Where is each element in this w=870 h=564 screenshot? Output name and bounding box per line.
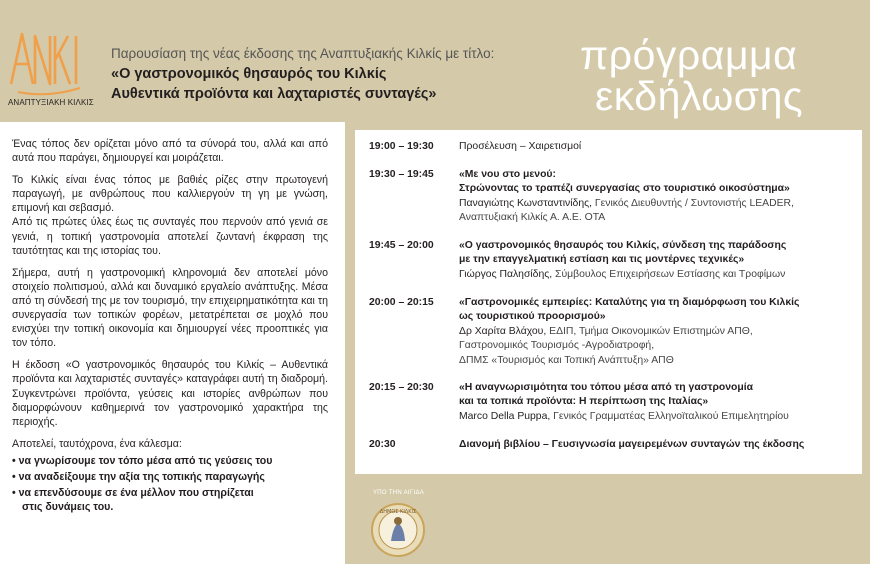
municipality-seal-icon xyxy=(371,503,425,557)
speaker-role: Αναπτυξιακή Κιλκίς Α. Α.Ε. ΟΤΑ xyxy=(459,212,606,224)
schedule-title: «Με νου στο μενού: xyxy=(459,169,556,180)
speaker-role: ΔΠΜΣ «Τουρισμός και Τοπική Ανάπτυξη» ΑΠΘ xyxy=(459,354,674,366)
schedule-desc xyxy=(459,168,851,226)
schedule-desc xyxy=(459,381,851,424)
ankil-logo xyxy=(8,26,94,110)
intro-panel xyxy=(0,122,345,564)
call-item-line: • να επενδύσουμε σε ένα μέλλον που στηρίζεται xyxy=(12,487,254,500)
schedule-time: 20:00 – 20:15 xyxy=(369,297,434,308)
schedule-title: και τα τοπικά προϊόντα: Η περίπτωση της Ιταλίας» xyxy=(459,396,709,408)
schedule-speaker-line xyxy=(459,268,851,282)
schedule-title: «Η αναγνωρισιμότητα του τόπου μέσα από τη γαστρονομία xyxy=(459,382,753,393)
event-title-line2: Αυθεντικά προϊόντα και λαχταριστές συνταγές» xyxy=(111,86,437,102)
event-intro: Παρουσίαση της νέας έκδοσης της Αναπτυξιακής Κιλκίς με τίτλο: xyxy=(111,46,495,61)
intro-sentence: Το Κιλκίς είναι ένας τόπος με βαθιές ρίζες στην πρωτογενή παραγωγή, με ανθρώπους που καλλιεργούν τη γη με γνώση, επιμονή και σεβασμό. xyxy=(12,174,328,215)
schedule-desc xyxy=(459,296,851,368)
intro-paragraph: Αποτελεί, ταυτόχρονα, ένα κάλεσμα: xyxy=(12,437,182,450)
speaker-role: Γενικός Γραμματέας Ελληνοϊταλικού Επιμελητηρίου xyxy=(550,410,789,422)
speaker-role: Σύμβουλος Επιχειρήσεων Εστίασης και Τροφίμων xyxy=(552,268,786,280)
schedule-title: «Γαστρονομικές εμπειρίες: Καταλύτης για τη διαμόρφωση του Κιλκίς xyxy=(459,297,800,308)
speaker-role: Γενικός Διευθυντής / Συντονιστής LEADER, xyxy=(592,197,794,209)
schedule-title: ως τουριστικού προορισμού» xyxy=(459,311,606,323)
schedule-title: Προσέλευση – Χαιρετισμοί xyxy=(459,141,582,152)
intro-sentence: Από τις πρώτες ύλες έως τις συνταγές που περνούν από γενιά σε γενιά, η τοπική γαστρονομία αποτελεί ζωντανή έκφραση της ταυτότητας και της ιστορίας του. xyxy=(12,216,328,257)
schedule-panel xyxy=(355,130,862,474)
schedule-time: 19:30 – 19:45 xyxy=(369,169,434,180)
schedule-title: Στρώνοντας το τραπέζι συνεργασίας στο τουριστικό οικοσύστημα» xyxy=(459,183,790,195)
speaker-name: Marco Della Puppa, xyxy=(459,410,551,422)
intro-paragraph: Ένας τόπος δεν ορίζεται μόνο από τα σύνορά του, αλλά και από αυτά που παράγει, δημιουργεί και μοιράζεται. xyxy=(12,138,328,165)
header xyxy=(0,0,870,122)
call-item: • να γνωρίσουμε τον τόπο μέσα από τις γεύσεις του xyxy=(12,454,273,467)
schedule-desc xyxy=(459,140,851,154)
call-item: • να αναδείξουμε την αξία της τοπικής παραγωγής xyxy=(12,470,265,483)
schedule-time: 20:30 xyxy=(369,439,396,450)
logo-text: ΑΝΑΠΤΥΞΙΑΚΗ ΚΙΛΚΙΣ xyxy=(8,98,94,107)
schedule-speaker-line xyxy=(459,410,851,424)
intro-paragraph xyxy=(12,173,328,258)
programme-heading-line1: πρόγραμμα xyxy=(580,32,798,78)
aegis-label: ΥΠΟ ΤΗΝ ΑΙΓΙΔΑ xyxy=(373,490,425,496)
intro-paragraph: Σήμερα, αυτή η γαστρονομική κληρονομιά δεν αποτελεί μόνο στοιχείο πολιτισμού, αλλά και δυναμικό εργαλείο ανάπτυξης. Μέσα από τη σύνδεσή της με τον τουρισμό, την επιχειρηματικότητα και τη συνεργασία των τοπικών φορέων, μετατρέπεται σε μοχλό που ενισχύει την τοπική οικονομία και δημιουργεί νέες προοπτικές για τον τόπο. xyxy=(12,266,328,350)
schedule-time: 19:00 – 19:30 xyxy=(369,141,434,152)
schedule-speaker-line xyxy=(459,197,851,211)
schedule-speaker-line xyxy=(459,325,851,339)
schedule-title: «Ο γαστρονομικός θησαυρός του Κιλκίς, σύνδεση της παράδοσης xyxy=(459,240,787,251)
speaker-role: Γαστρονομικός Τουρισμός -Αγροδιατροφή, xyxy=(459,340,655,352)
ankil-logo-mark-icon xyxy=(8,26,88,96)
schedule-title: με την επαγγελματική εστίαση και τις μοντέρνες τεχνικές» xyxy=(459,254,745,266)
seal-text: ΔΗΜΟΣ ΚΙΛΚΙΣ xyxy=(379,509,417,515)
schedule-time: 20:15 – 20:30 xyxy=(369,382,434,393)
schedule-title: Διανομή βιβλίου – Γευσιγνωσία μαγειρεμένων συνταγών της έκδοσης xyxy=(459,439,805,450)
speaker-name: Παναγιώτης Κωνσταντινίδης, xyxy=(459,197,593,209)
call-list xyxy=(12,454,328,514)
intro-paragraph: Η έκδοση «Ο γαστρονομικός θησαυρός του Κιλκίς – Αυθεντικά προϊόντα και λαχταριστές συνταγές» καταγράφει αυτή τη διαδρομή. Συγκεντρώνει προϊόντα, γεύσεις και ιστορίες ανθρώπων που διαμορφώνουν καθημερινά τον γαστρονομικό χαρακτήρα της περιοχής. xyxy=(12,359,328,428)
speaker-name: Γιώργος Παλησίδης, xyxy=(459,268,553,280)
schedule-desc xyxy=(459,438,851,452)
schedule-desc xyxy=(459,239,851,282)
schedule-time: 19:45 – 20:00 xyxy=(369,240,434,251)
event-title-line1: «Ο γαστρονομικός θησαυρός του Κιλκίς xyxy=(111,66,387,82)
call-item-line: στις δυνάμεις του. xyxy=(22,501,114,514)
speaker-role: ΕΔΙΠ, Τμήμα Οικονομικών Επιστημών ΑΠΘ, xyxy=(546,325,753,337)
call-item xyxy=(12,486,328,514)
programme-heading-line2: εκδήλωσης xyxy=(595,73,804,119)
speaker-name: Δρ Χαρίτα Βλάχου, xyxy=(459,325,547,337)
intro-text xyxy=(12,137,328,516)
